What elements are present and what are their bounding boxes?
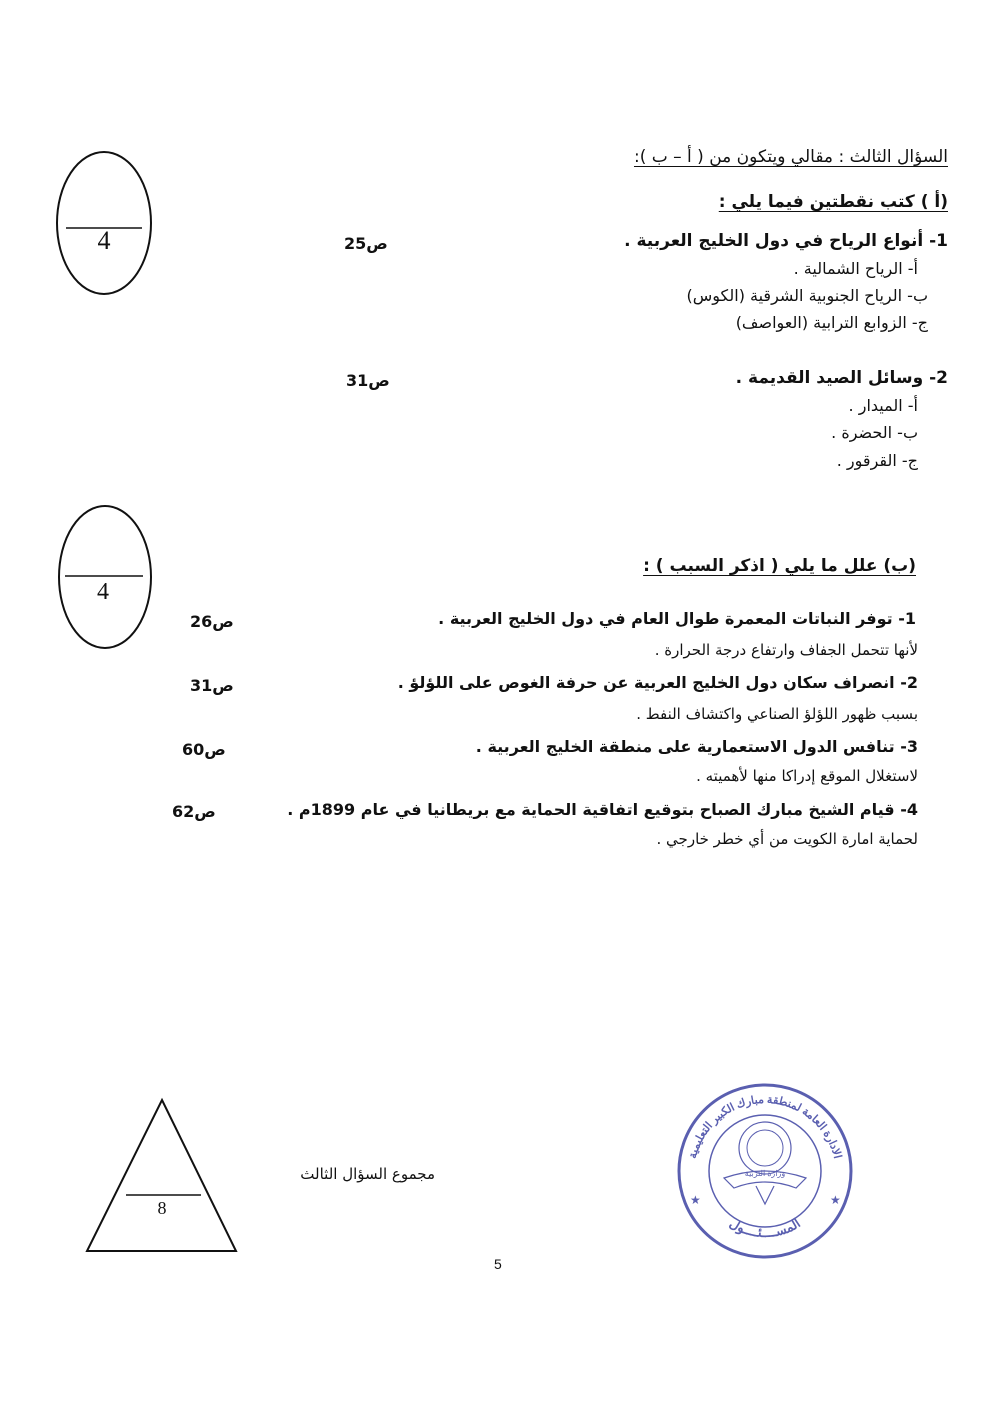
answer-line: ج- الزوابع الترابية (العواصف)	[735, 313, 928, 332]
total-label: مجموع السؤال الثالث	[300, 1165, 435, 1183]
answer-line: أ- الميدار .	[848, 396, 918, 415]
part-b-heading: (ب) علل ما يلي ( اذكر السبب ) :	[643, 556, 916, 576]
part-b-item-4: 4- قيام الشيخ مبارك الصباح بتوقيع اتفاقية الحماية مع بريطانيا في عام 1899م .	[287, 800, 918, 819]
stamp-top-text: الادارة العامة لمنطقة مبارك الكبير التعليمية	[686, 1093, 844, 1160]
official-stamp	[672, 1078, 858, 1264]
stamp-star: ★	[690, 1193, 701, 1207]
total-score: 8	[157, 1198, 167, 1218]
answer-line: أ- الرياح الشمالية .	[793, 259, 918, 278]
part-a-item-1: 1- أنواع الرياح في دول الخليج العربية .	[624, 231, 948, 251]
answer-line: ج- القرقور .	[836, 451, 918, 470]
part-a-heading: (أ ) كتب نقطتين فيما يلي :	[718, 192, 948, 212]
answer-line: لأنها تتحمل الجفاف وارتفاع درجة الحرارة .	[654, 641, 918, 659]
part-b-item-1: 1- توفر النباتات المعمرة طوال العام في دول الخليج العربية .	[438, 609, 916, 628]
page-ref: ص25	[344, 234, 388, 253]
answer-line: لحماية امارة الكويت من أي خطر خارجي .	[656, 830, 918, 848]
answer-line: ب- الحضرة .	[831, 423, 918, 442]
page-ref: ص31	[346, 371, 390, 390]
part-b-score-ellipse	[55, 503, 155, 651]
part-a-item-2: 2- وسائل الصيد القديمة .	[735, 368, 948, 388]
svg-text:المســــئــــول	[727, 1215, 803, 1240]
page-ref: ص31	[190, 676, 234, 695]
question-title: السؤال الثالث : مقالي ويتكون من ( أ – ب ):	[633, 147, 948, 167]
stamp-bottom-text: المســــئــــول	[727, 1215, 803, 1240]
page-ref: ص62	[172, 802, 216, 821]
answer-line: لاستغلال الموقع إدراكا منها لأهميته .	[696, 767, 918, 785]
answer-line: بسبب ظهور اللؤلؤ الصناعي واكتشاف النفط .	[636, 705, 918, 723]
page-number: 5	[494, 1256, 502, 1272]
part-b-item-3: 3- تنافس الدول الاستعمارية على منطقة الخليج العربية .	[475, 737, 918, 756]
page-ref: ص26	[190, 612, 234, 631]
stamp-inner-text: وزارة التربية	[744, 1169, 786, 1178]
part-a-score: 4	[97, 226, 111, 255]
part-b-score: 4	[97, 579, 109, 605]
part-a-score-ellipse	[54, 149, 154, 297]
answer-line: ب- الرياح الجنوبية الشرقية (الكوس)	[686, 286, 928, 305]
page-ref: ص60	[182, 740, 226, 759]
stamp-star: ★	[830, 1193, 841, 1207]
total-score-triangle	[84, 1094, 240, 1256]
part-b-item-2: 2- انصراف سكان دول الخليج العربية عن حرفة الغوص على اللؤلؤ .	[397, 673, 918, 692]
